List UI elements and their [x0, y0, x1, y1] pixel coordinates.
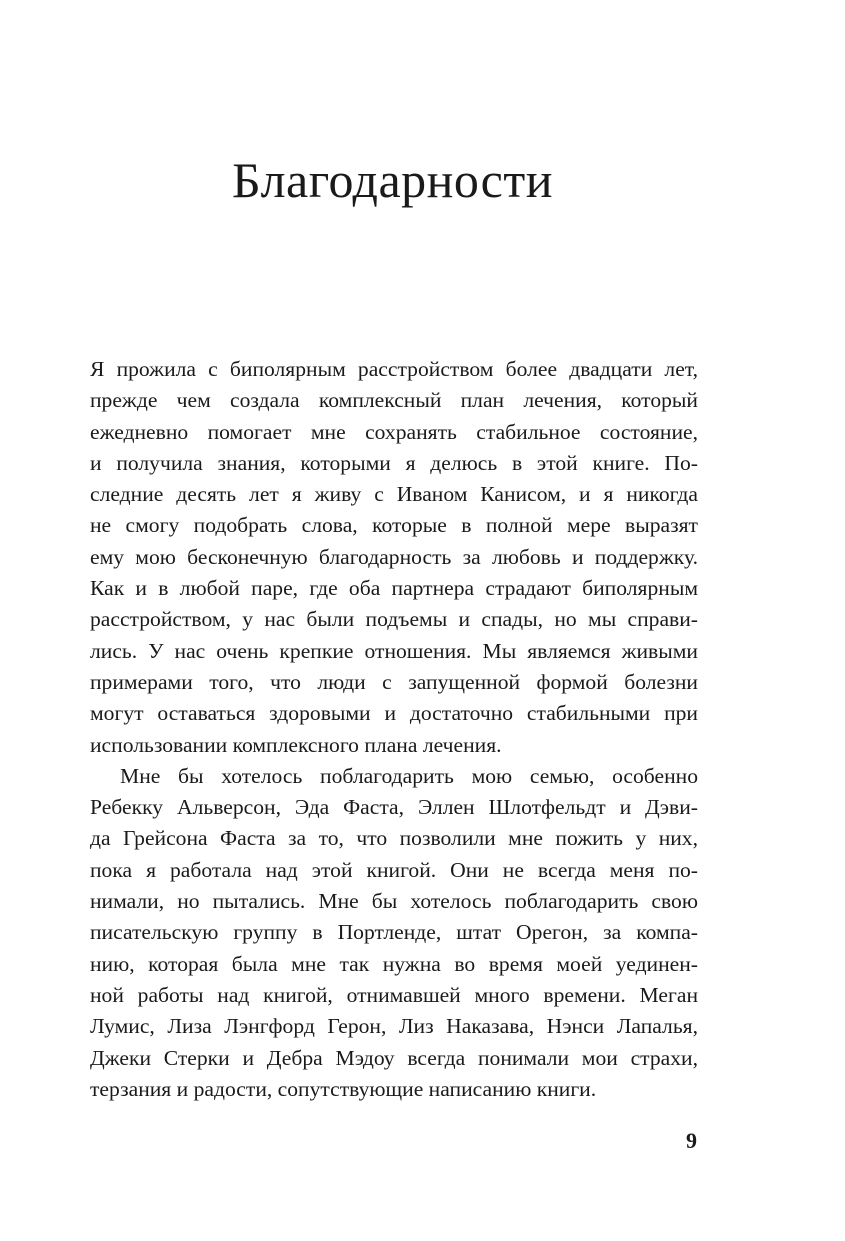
text-line: нию, которая была мне так нужна во время моей уединен-	[90, 951, 698, 976]
text-line: лись. У нас очень крепкие отношения. Мы являемся живыми	[90, 638, 698, 663]
text-line: прежде чем создала комплексный план лечения, который	[90, 388, 698, 413]
page-number: 9	[686, 1128, 697, 1153]
text-line: Лумис, Лиза Лэнгфорд Герон, Лиз Наказава, Нэнси Лапалья,	[90, 1014, 698, 1039]
text-line: Мне бы хотелось поблагодарить мою семью, особенно	[120, 763, 698, 788]
text-line: писательскую группу в Портленде, штат Орегон, за компа-	[90, 920, 698, 945]
text-line: нимали, но пытались. Мне бы хотелось поблагодарить свою	[90, 889, 698, 914]
text-line: Как и в любой паре, где оба партнера страдают биполярным	[90, 576, 698, 601]
text-line: Я прожила с биполярным расстройством более двадцати лет,	[90, 357, 698, 381]
text-line: ной работы над книгой, отнимавшей много времени. Меган	[90, 982, 698, 1007]
text-line: Джеки Стерки и Дебра Мэдоу всегда понимали мои страхи,	[90, 1045, 698, 1070]
body-text	[90, 354, 698, 1105]
text-line: пока я работала над этой книгой. Они не всегда меня по-	[90, 857, 698, 882]
text-line: использовании комплексного плана лечения.	[90, 732, 502, 757]
text-line: не смогу подобрать слова, которые в полной мере выразят	[90, 513, 698, 538]
text-line: терзания и радости, сопутствующие написанию книги.	[90, 1076, 597, 1101]
text-line: да Грейсона Фаста за то, что позволили мне пожить у них,	[90, 826, 698, 851]
text-line: ежедневно помогает мне сохранять стабильное состояние,	[90, 419, 698, 444]
page-title: Благодарности	[232, 152, 553, 208]
text-line: могут оставаться здоровыми и достаточно стабильными при	[90, 701, 698, 726]
text-line: следние десять лет я живу с Иваном Канисом, и я никогда	[90, 482, 698, 507]
paragraph-2	[90, 761, 698, 1105]
text-line: Ребекку Альверсон, Эда Фаста, Эллен Шлотфельдт и Дэви-	[90, 795, 698, 820]
text-line: и получила знания, которыми я делюсь в этой книге. По-	[90, 450, 698, 475]
text-line: ему мою бесконечную благодарность за любовь и поддержку.	[90, 544, 698, 569]
text-line: примерами того, что люди с запущенной формой болезни	[90, 669, 698, 694]
text-line: расстройством, у нас были подъемы и спады, но мы справи-	[90, 607, 698, 632]
paragraph-1	[90, 354, 698, 761]
